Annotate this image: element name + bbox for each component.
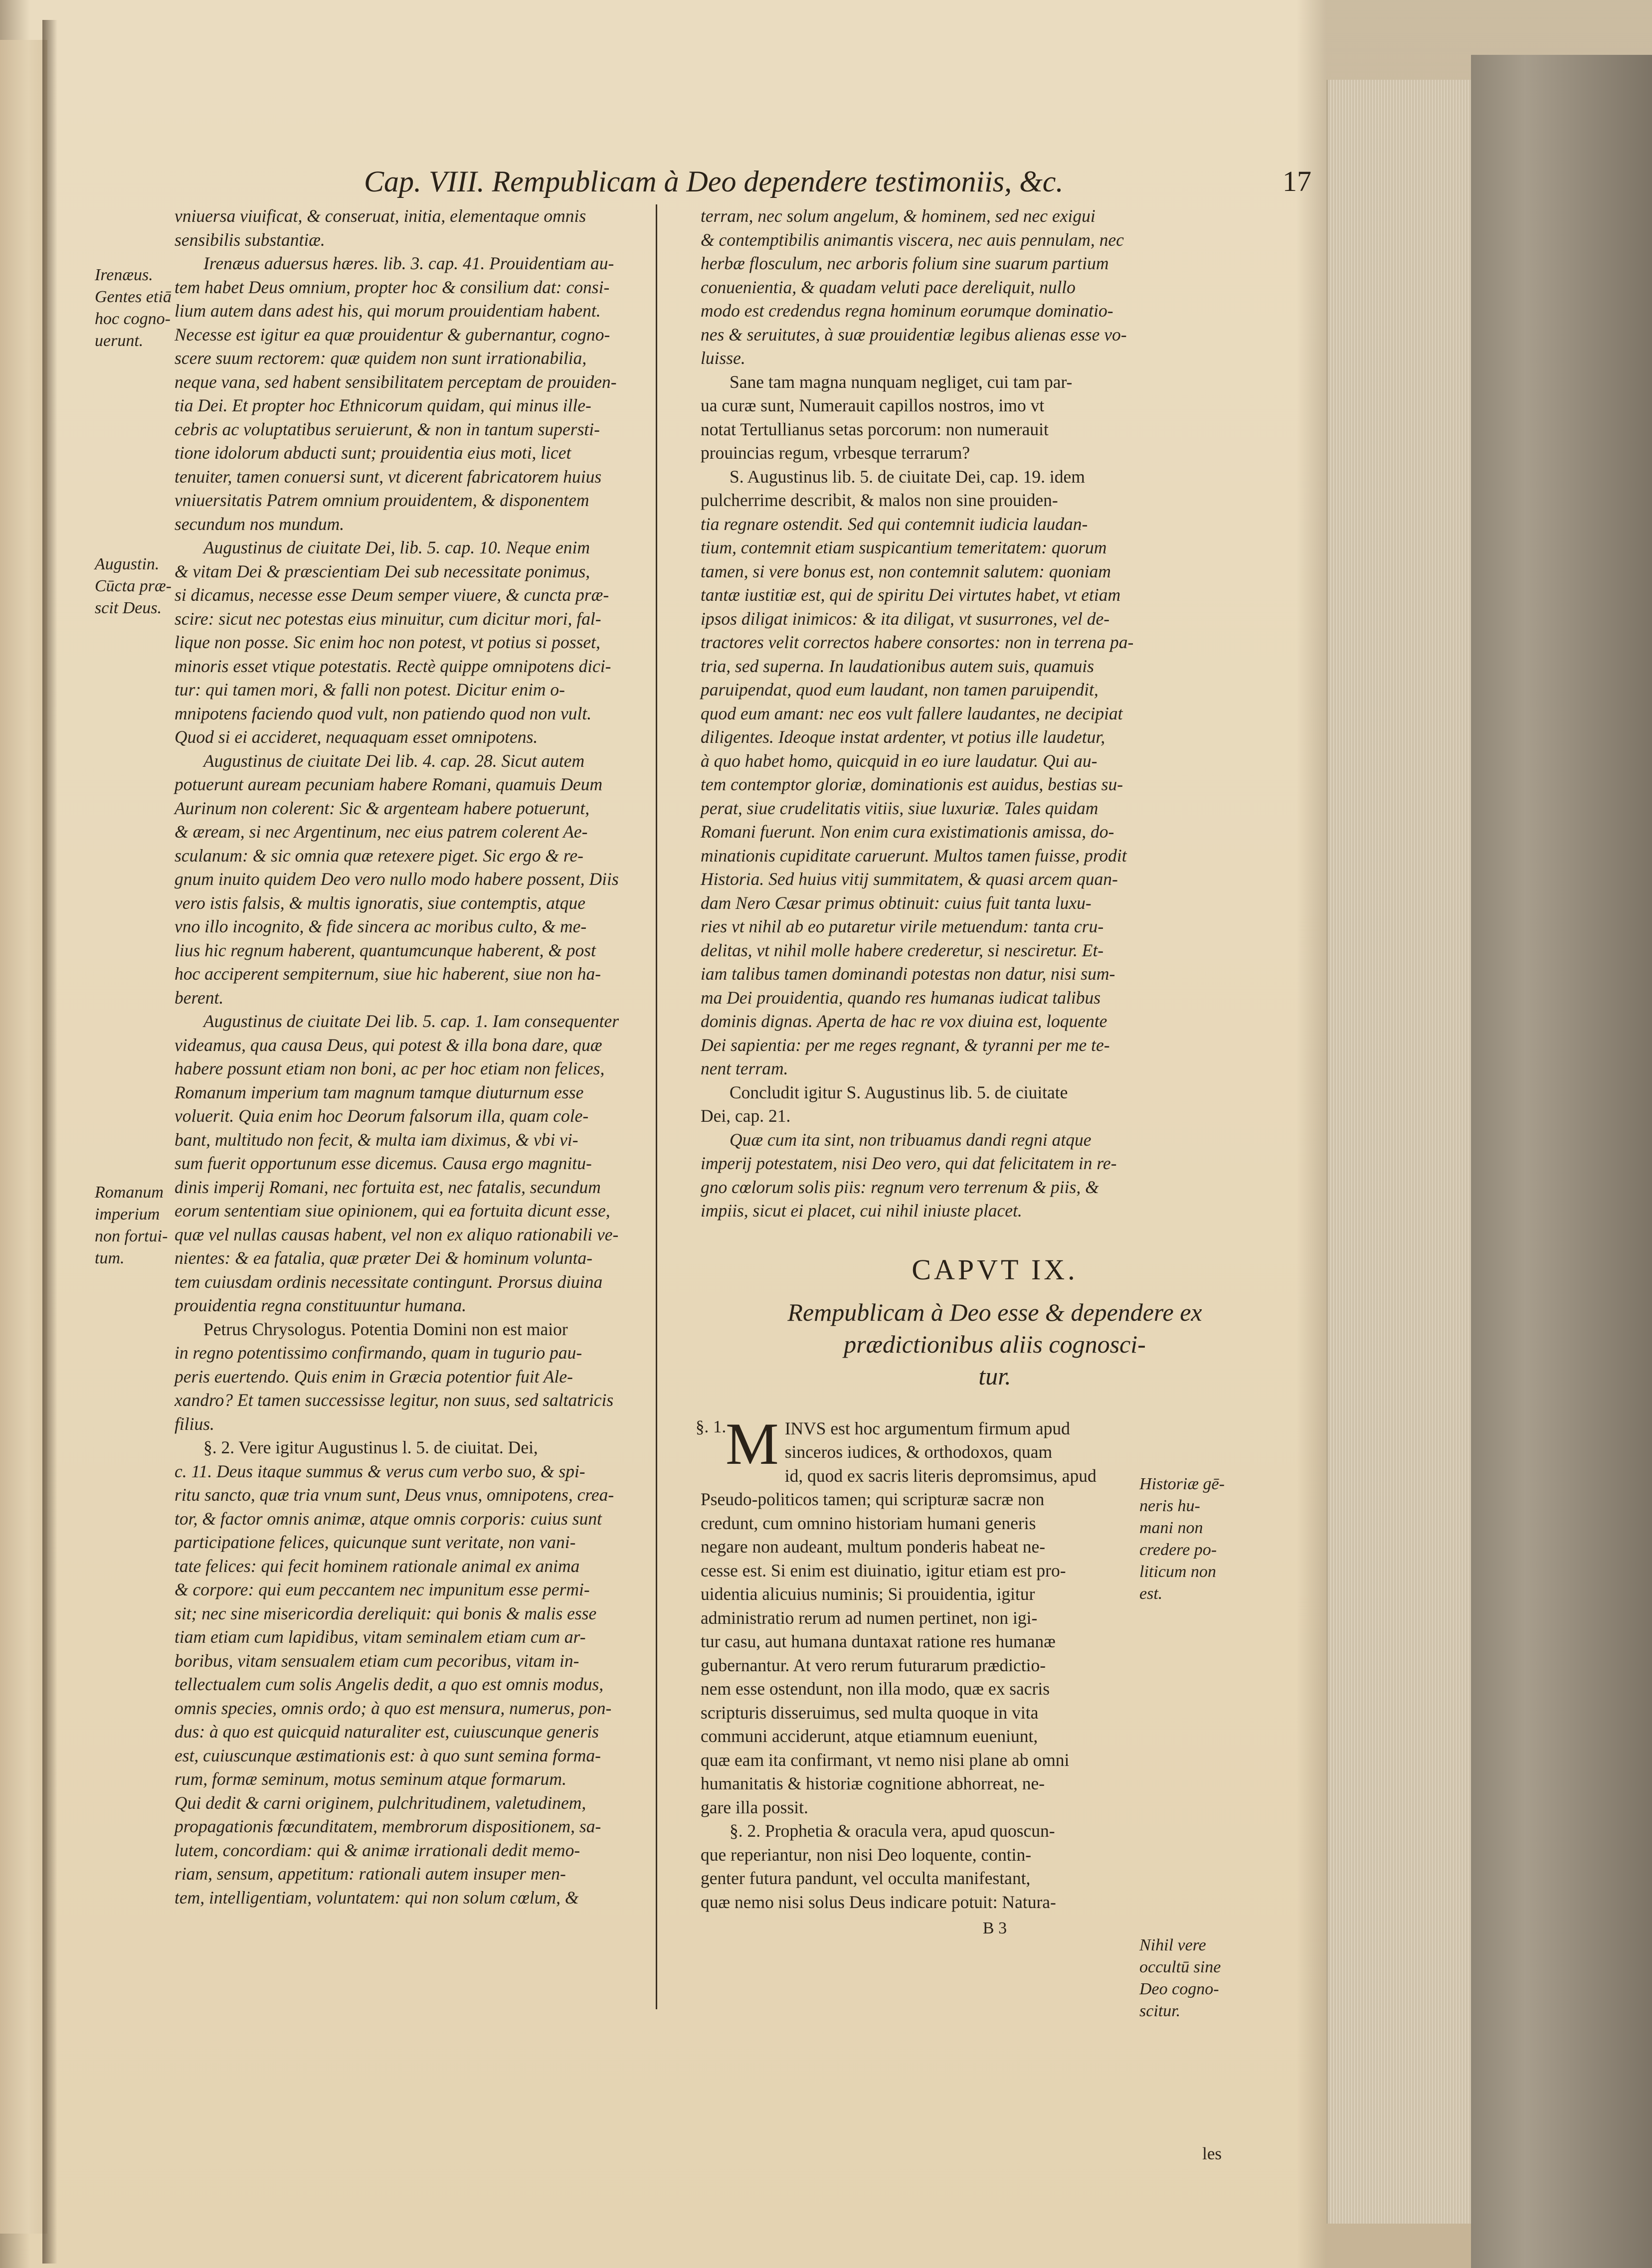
text-line: ries vt nihil ab eo putaretur virile metuendum: tanta cru- — [701, 916, 1104, 936]
margin-note-line: Cūcta præ- — [95, 577, 172, 595]
text-line: & æream, si nec Argentinum, nec eius patrem colerent Ae- — [175, 822, 588, 842]
text-line: communi acciderunt, atque etiamnum eueniunt, — [701, 1726, 1038, 1746]
text-line: imperij potestatem, nisi Deo vero, qui dat felicitatem in re- — [701, 1153, 1117, 1173]
text-line: Concludit igitur S. Augustinus lib. 5. de ciuitate — [730, 1082, 1068, 1102]
margin-note-line: imperium — [95, 1205, 160, 1223]
text-line: & vitam Dei & præscientiam Dei sub necessitate ponimus, — [175, 561, 590, 581]
margin-note-line: tum. — [95, 1249, 125, 1267]
text-line: credunt, cum omnino historiam humani generis — [701, 1513, 1036, 1533]
text-line: secundum nos mundum. — [175, 514, 345, 534]
text-line: Dei, cap. 21. — [701, 1106, 791, 1126]
margin-note-line: Deo cogno- — [1139, 1980, 1219, 1998]
text-line: neque vana, sed habent sensibilitatem perceptam de prouiden- — [175, 371, 617, 392]
text-line: herbæ flosculum, nec arboris folium sine suarum partium — [701, 253, 1109, 273]
text-line: diligentes. Ideoque instat ardenter, vt potius ille laudetur, — [701, 727, 1105, 747]
text-line: quæ vel nullas causas habent, vel non ex aliquo rationabili ve- — [175, 1224, 619, 1244]
text-line: Dei sapientia: per me reges regnant, & tyranni per me te- — [701, 1035, 1110, 1055]
margin-note-historiae — [1139, 1473, 1239, 1605]
text-line: scire: sicut nec potestas eius minuitur, cum dicitur mori, fal- — [175, 608, 601, 629]
text-line: terram, nec solum angelum, & hominem, sed nec exigui — [701, 206, 1096, 226]
text-line: nes & seruitutes, à suæ prouidentiæ legibus alienas esse vo- — [701, 324, 1127, 345]
text-line: impiis, sicut ei placet, cui nihil iniuste placet. — [701, 1201, 1022, 1221]
margin-note-line: hoc cogno- — [95, 310, 171, 328]
text-line: scripturis disseruimus, sed multa quoque in vita — [701, 1702, 1039, 1723]
text-line: sit; nec sine misericordia dereliquit: qui bonis & malis esse — [175, 1603, 597, 1623]
text-line: & corpore: qui eum peccantem nec impunitum esse permi- — [175, 1579, 590, 1599]
text-line: S. Augustinus lib. 5. de ciuitate Dei, cap. 19. idem — [730, 466, 1085, 487]
text-line: tiam etiam cum lapidibus, vitam seminalem etiam cum ar- — [175, 1627, 586, 1647]
margin-note-line: Historiæ gē- — [1139, 1475, 1225, 1493]
text-line: tate felices: qui fecit hominem rationale animal ex anima — [175, 1556, 580, 1576]
text-line: INVS est hoc argumentum firmum apud — [784, 1418, 1070, 1438]
text-line: sinceros iudices, & orthodoxos, quam — [784, 1442, 1053, 1462]
text-line: rum, formæ seminum, motus seminum atque formarum. — [175, 1769, 566, 1789]
text-line: modo est credendus regna hominum eorumque dominatio- — [701, 301, 1113, 321]
text-line: minoris esset vtique potestatis. Rectè quippe omnipotens dici- — [175, 656, 611, 676]
text-line: Augustinus de ciuitate Dei lib. 4. cap. 28. Sicut autem — [203, 750, 585, 771]
column-rule — [656, 204, 657, 2009]
text-line: Romanum imperium tam magnum tamque diuturnum esse — [175, 1082, 584, 1102]
text-line: participatione felices, quicunque sunt veritate, non vani- — [175, 1532, 576, 1552]
text-line: omnis species, omnis ordo; à quo est mensura, numerus, pon- — [175, 1698, 612, 1718]
text-line: perat, siue crudelitatis vitiis, siue luxuriæ. Tales quidam — [701, 798, 1099, 818]
margin-note-line: Romanum — [95, 1183, 164, 1202]
text-line: nientes: & ea fatalia, quæ præter Dei & hominum volunta- — [175, 1248, 593, 1268]
catchword: les — [1202, 2144, 1222, 2163]
text-line: gno cœlorum solis piis: regnum vero terrenum & piis, & — [701, 1177, 1099, 1197]
text-line: negare non audeant, multum ponderis habeat ne- — [701, 1537, 1046, 1557]
margin-note-line: neris hu- — [1139, 1497, 1200, 1515]
text-line: Quæ cum ita sint, non tribuamus dandi regni atque — [730, 1129, 1092, 1150]
text-line: tem cuiusdam ordinis necessitate contingunt. Prorsus diuina — [175, 1271, 603, 1292]
text-line: paruipendat, quod eum laudant, non tamen paruipendit, — [701, 680, 1099, 699]
text-line: tantæ iustitiæ est, qui de spiritu Dei virtutes habet, vt etiam — [701, 585, 1121, 605]
margin-note-romanum — [95, 1182, 168, 1269]
section-mark: §. 1. — [696, 1416, 727, 1436]
text-line: tia Dei. Et propter hoc Ethnicorum quidam, qui minus ille- — [175, 395, 591, 415]
text-line: tractores velit correctos habere consortes: non in terrena pa- — [701, 632, 1134, 652]
text-line: bant, multitudo non fecit, & multa iam diximus, & vbi vi- — [175, 1129, 578, 1150]
text-line: gubernantur. At vero rerum futurarum prædictio- — [701, 1655, 1046, 1675]
margin-note-augustin — [95, 553, 172, 619]
text-line: dus: à quo est quicquid naturaliter est, cuiuscunque generis — [175, 1722, 599, 1742]
right-column — [696, 204, 1289, 2129]
text-line: tur: qui tamen mori, & falli non potest. Dicitur enim o- — [175, 680, 565, 699]
text-line: nent terram. — [701, 1058, 788, 1078]
text-line: prouincias regum, vrbesque terrarum? — [701, 443, 970, 463]
text-line: tia regnare ostendit. Sed qui contemnit iudicia laudan- — [701, 514, 1088, 534]
text-line: gare illa possit. — [701, 1797, 808, 1817]
margin-note-irenaeus — [95, 264, 172, 352]
margin-note-line: Gentes etiā — [95, 288, 172, 306]
text-line: lium autem dans adest his, qui morum prouidentiam habent. — [175, 301, 601, 321]
text-line: gnum inuito quidem Deo vero nullo modo habere possent, Diis — [175, 869, 619, 889]
text-line: Augustinus de ciuitate Dei, lib. 5. cap. 10. Neque enim — [203, 537, 590, 557]
margin-note-line: scit Deus. — [95, 599, 162, 617]
text-line: sum fuerit opportunum esse dicemus. Causa ergo magnitu- — [175, 1153, 592, 1173]
text-line: eorum sententiam siue opinionem, qui ea fortuita dicunt esse, — [175, 1201, 610, 1221]
text-line: boribus, vitam sensualem etiam cum pecoribus, vitam in- — [175, 1650, 579, 1671]
text-line: cebris ac voluptatibus seruierunt, & non in tantum supersti- — [175, 419, 600, 439]
text-line: delitas, vt nihil molle habere crederetur, si nesciretur. Et- — [701, 940, 1104, 960]
text-line: Petrus Chrysologus. Potentia Domini non est maior — [203, 1319, 568, 1339]
margin-note-line: non fortui- — [95, 1227, 168, 1245]
text-line: Sane tam magna nunquam negliget, cui tam par- — [730, 371, 1073, 392]
text-line: tor, & factor omnis animæ, atque omnis corporis: cuius sunt — [175, 1508, 602, 1529]
text-line: potuerunt auream pecuniam habere Romani, quamuis Deum — [175, 774, 603, 794]
text-line: tem contemptor gloriæ, dominationis est auidus, bestias su- — [701, 774, 1123, 794]
text-line: que reperiantur, non nisi Deo loquente, contin- — [701, 1844, 1032, 1865]
text-line: quod eum amant: nec eos vult fallere laudantes, ne decipiat — [701, 703, 1123, 723]
text-line: tem habet Deus omnium, propter hoc & consilium dat: consi- — [175, 277, 610, 297]
text-line: notat Tertullianus setas porcorum: non numerauit — [701, 419, 1049, 439]
text-line: ipsos diligat inimicos: & ita diligat, vt susurrones, vel de- — [701, 608, 1110, 629]
text-line: Augustinus de ciuitate Dei lib. 5. cap. 1. Iam consequenter — [203, 1011, 619, 1031]
chapter-subtitle — [701, 1296, 1289, 1392]
text-line: ma Dei prouidentia, quando res humanas iudicat talibus — [701, 987, 1101, 1008]
text-line: sculanum: & sic omnia quæ retexere piget. Sic ergo & re- — [175, 845, 583, 866]
text-line: Aurinum non colerent: Sic & argenteam habere potuerunt, — [175, 798, 590, 818]
text-line: §. 2. Vere igitur Augustinus l. 5. de ciuitat. Dei, — [203, 1437, 538, 1457]
text-line: Romani fuerunt. Non enim cura existimationis amissa, do- — [701, 822, 1114, 842]
text-line: berent. — [175, 987, 224, 1008]
text-line: & contemptibilis animantis viscera, nec auis pennulam, nec — [701, 229, 1124, 250]
text-line: minationis cupiditate caruerunt. Multos tamen fuisse, prodit — [701, 845, 1127, 866]
text-line: vero istis falsis, & multis ignoratis, siue contemptis, atque — [175, 892, 586, 913]
text-line: riam, sensum, appetitum: rationali autem insuper men- — [175, 1864, 566, 1884]
page — [95, 150, 1311, 2204]
text-line: propagationis fœcunditatem, membrorum dispositionem, sa- — [175, 1816, 601, 1836]
text-line: tem, intelligentiam, voluntatem: qui non solum cœlum, & — [175, 1887, 579, 1908]
drop-cap: M — [726, 1410, 779, 1477]
text-line: vniuersa viuificat, & conseruat, initia, elementaque omnis — [175, 206, 586, 226]
text-line: lius hic regnum haberent, quantumcunque haberent, & post — [175, 940, 596, 960]
text-line: dam Nero Cæsar primus obtinuit: cuius fuit tanta luxu- — [701, 892, 1092, 913]
left-column — [175, 204, 743, 2129]
text-line: habere possunt etiam non boni, ac per hoc etiam non felices, — [175, 1058, 605, 1078]
margin-note-line: scitur. — [1139, 2002, 1181, 2020]
text-line: sensibilis substantiæ. — [175, 229, 325, 250]
text-line: genter futura pandunt, vel occulta manifestant, — [701, 1868, 1031, 1888]
margin-note-line: Augustin. — [95, 555, 160, 573]
text-line: scere suum rectorem: quæ quidem non sunt irrationabilia, — [175, 348, 587, 368]
text-line: videamus, qua causa Deus, qui potest & illa bona dare, quæ — [175, 1035, 602, 1055]
text-line: est, cuiuscunque æstimationis est: à quo sunt semina forma- — [175, 1745, 601, 1765]
chapter-subtitle-line: tur. — [978, 1362, 1011, 1390]
text-line: ua curæ sunt, Numerauit capillos nostros, imo vt — [701, 395, 1045, 415]
page-block-edge — [1326, 80, 1477, 2224]
text-line: iam talibus tamen dominandi potestas non datur, nisi sum- — [701, 964, 1115, 984]
text-line: vniuersitatis Patrem omnium prouidentem, & disponentem — [175, 490, 589, 510]
text-line: Necesse est igitur ea quæ prouidentur & gubernantur, cogno- — [175, 324, 610, 345]
chapter-subtitle-line: Rempublicam à Deo esse & dependere ex — [787, 1298, 1202, 1326]
margin-note-line: Irenæus. — [95, 266, 153, 284]
text-line: c. 11. Deus itaque summus & verus cum verbo suo, & spi- — [175, 1461, 585, 1481]
text-line: nem esse ostendunt, non illa modo, quæ ex sacris — [701, 1679, 1050, 1699]
text-line: peris euertendo. Quis enim in Græcia potentior fuit Ale- — [175, 1366, 573, 1387]
margin-note-line: est. — [1139, 1584, 1163, 1603]
gutter-shadow — [42, 20, 57, 2264]
text-line: in regno potentissimo confirmando, quam in tugurio pau- — [175, 1343, 582, 1363]
margin-note-line: liticum non — [1139, 1563, 1216, 1581]
text-line: id, quod ex sacris literis depromsimus, apud — [784, 1465, 1097, 1486]
text-line: si dicamus, necesse esse Deum semper viuere, & cuncta præ- — [175, 585, 609, 605]
text-line: quæ eam ita confirmant, vt nemo nisi plane ab omni — [701, 1749, 1070, 1770]
text-line: administratio rerum ad numen pertinet, non igi- — [701, 1607, 1038, 1628]
text-line: luisse. — [701, 348, 745, 368]
text-line: voluerit. Quia enim hoc Deorum falsorum illa, quam cole- — [175, 1106, 589, 1126]
text-line: tamen, si vere bonus est, non contemnit salutem: quoniam — [701, 561, 1111, 581]
chapter-subtitle-line: prædictionibus aliis cognosci- — [844, 1330, 1146, 1358]
text-line: uidentia alicuius numinis; Si prouidentia, igitur — [701, 1584, 1035, 1604]
margin-note-nihil — [1139, 1934, 1239, 2022]
text-line: humanitatis & historiæ cognitione abhorreat, ne- — [701, 1773, 1045, 1793]
text-line: cesse est. Si enim est diuinatio, igitur etiam est pro- — [701, 1560, 1066, 1580]
text-line: tenuiter, tamen conuersi sunt, vt dicerent fabricatorem huius — [175, 466, 602, 487]
text-line: xandro? Et tamen successisse legitur, non suus, sed saltatricis — [175, 1390, 614, 1410]
margin-note-line: credere po- — [1139, 1541, 1217, 1559]
text-line: ritu sancto, quæ tria vnum sunt, Deus vnus, omnipotens, crea- — [175, 1485, 614, 1505]
text-line: hoc acciperent sempiternum, siue hic haberent, siue non ha- — [175, 964, 601, 984]
text-line: Quod si ei accideret, nequaquam esset omnipotens. — [175, 727, 538, 747]
text-line: lutem, concordiam: qui & animæ irrationali dedit memo- — [175, 1840, 580, 1860]
text-line: lique non posse. Sic enim hoc non potest, vt potius si posset, — [175, 632, 600, 652]
text-line: dinis imperij Romani, nec fortuita est, nec fatalis, secundum — [175, 1177, 601, 1197]
margin-note-line: uerunt. — [95, 332, 144, 350]
text-line: conuenientia, & quadam veluti pace dereliquit, nullo — [701, 277, 1076, 297]
text-line: quæ nemo nisi solus Deus indicare potuit: Natura- — [701, 1892, 1056, 1912]
margin-note-line: Nihil vere — [1139, 1936, 1206, 1954]
page-number: 17 — [1283, 165, 1311, 197]
text-line: Irenæus aduersus hæres. lib. 3. cap. 41. Prouidentiam au- — [203, 253, 614, 273]
signature-mark: B 3 — [982, 1919, 1007, 1937]
text-line: prouidentia regna constituuntur humana. — [175, 1295, 467, 1315]
text-line: tellectualem cum solis Angelis dedit, a quo est omnis modus, — [175, 1674, 604, 1694]
text-line: mnipotens faciendo quod vult, non patiendo quod non vult. — [175, 703, 592, 723]
text-line: tione idolorum abducti sunt; prouidentia eius moti, licet — [175, 443, 571, 463]
text-line: tium, contemnit etiam suspicantium temeritatem: quorum — [701, 537, 1107, 557]
text-line: tria, sed superna. In laudationibus autem suis, quamuis — [701, 656, 1094, 676]
text-line: dominis dignas. Aperta de hac re vox diuina est, loquente — [701, 1011, 1107, 1031]
header-title: Cap. VIII. Rempublicam à Deo dependere testimoniis, &c. — [364, 165, 1064, 198]
chapter-heading: CAPVT IX. — [912, 1253, 1078, 1286]
text-line: Historia. Sed huius vitij summitatem, & quasi arcem quan- — [701, 869, 1118, 889]
text-line: vno illo incognito, & fide sincera ac moribus culto, & me- — [175, 916, 587, 936]
text-line: tur casu, aut humana duntaxat ratione res humanæ — [701, 1631, 1056, 1651]
left-page-edge — [0, 40, 47, 2234]
book-cover — [1471, 55, 1652, 2268]
text-line: Qui dedit & carni originem, pulchritudinem, valetudinem, — [175, 1792, 586, 1813]
margin-note-line: mani non — [1139, 1519, 1203, 1537]
running-header — [364, 165, 1311, 209]
margin-note-line: occultū sine — [1139, 1958, 1221, 1976]
text-line: Pseudo-politicos tamen; qui scripturæ sacræ non — [701, 1489, 1045, 1509]
text-line: §. 2. Prophetia & oracula vera, apud quoscun- — [730, 1821, 1055, 1841]
text-line: filius. — [175, 1413, 214, 1434]
text-line: à quo habet homo, quicquid in eo iure laudatur. Qui au- — [701, 750, 1098, 771]
text-line: pulcherrime describit, & malos non sine prouiden- — [701, 490, 1058, 510]
